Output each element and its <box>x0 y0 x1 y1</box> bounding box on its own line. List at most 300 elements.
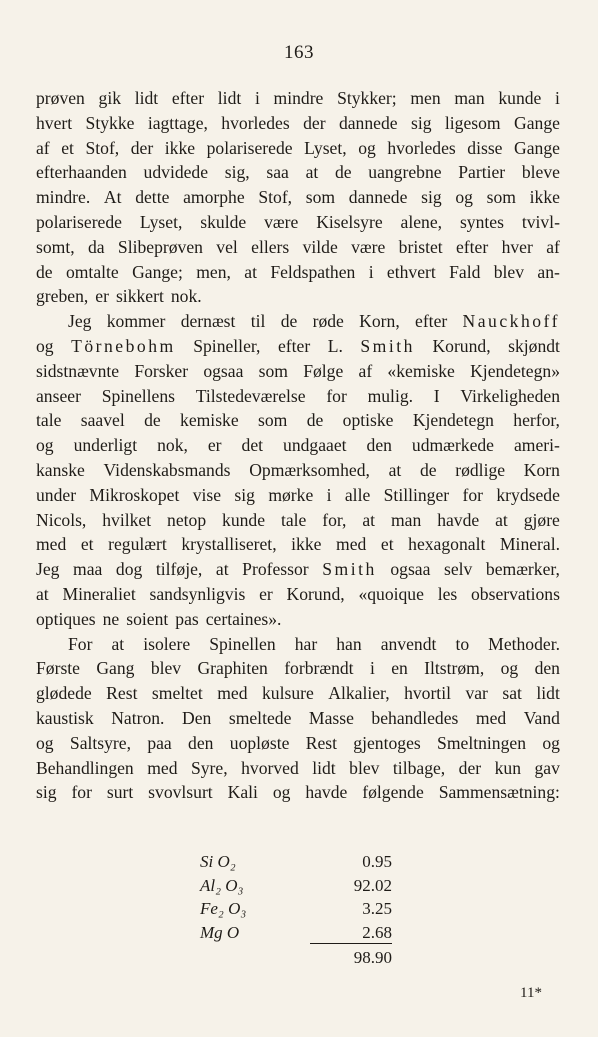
word: Opmærksomhed, <box>249 459 370 480</box>
word: disse <box>467 137 503 158</box>
word: tale <box>36 410 62 431</box>
word: Spinellens <box>101 385 175 406</box>
word: uopløste <box>229 732 290 753</box>
word: af <box>358 360 373 381</box>
word: Første <box>36 658 80 679</box>
word: Törnebohm <box>71 335 176 356</box>
word: Stykke <box>85 112 135 133</box>
word: vilde <box>302 236 338 257</box>
word: Rest <box>106 683 138 704</box>
composition-row <box>200 850 400 874</box>
word: Nicols, <box>36 509 87 530</box>
word: lidt <box>312 757 336 778</box>
word: ethvert <box>386 261 436 282</box>
word: og <box>358 137 376 158</box>
word: var <box>465 683 488 704</box>
word: i <box>555 88 560 108</box>
compound-formula: Al₂ O₃ <box>200 875 244 895</box>
word: selv <box>443 559 473 580</box>
text-line <box>36 458 560 483</box>
text-line <box>36 681 560 706</box>
word: efter <box>415 311 448 332</box>
word: bristet <box>398 236 443 257</box>
word: «quoique <box>358 583 424 604</box>
word: Mineral. <box>499 534 560 555</box>
word: mulig. <box>367 385 414 406</box>
word: to <box>455 633 470 654</box>
word: mørke <box>268 484 314 505</box>
compound-formula: Fe₂ O₃ <box>200 899 247 918</box>
word: lidt <box>536 683 560 704</box>
text-line <box>36 780 560 805</box>
word: at <box>305 162 319 183</box>
word: de <box>306 410 324 431</box>
word: uangrebne <box>368 162 442 183</box>
word: Korund, <box>286 583 345 604</box>
word: Tilstedeværelse <box>195 385 306 406</box>
word: iagttage, <box>147 112 208 133</box>
word: glødede <box>36 683 92 704</box>
word: kommer <box>106 311 166 332</box>
word: nok, <box>157 435 188 456</box>
word: Syre, <box>190 757 228 778</box>
word: de <box>144 410 161 431</box>
word: et <box>380 534 394 555</box>
word: bemærker, <box>485 559 560 580</box>
word: undgaaet <box>283 435 347 456</box>
word: Stillinger <box>383 484 450 505</box>
text-line <box>36 706 560 731</box>
text-line <box>36 408 560 433</box>
word: som <box>305 187 336 208</box>
word: amorphe <box>183 187 245 208</box>
word: Partier <box>458 162 506 183</box>
word: Smith <box>322 559 377 580</box>
word: alle <box>344 484 371 505</box>
word: tilføje, <box>155 559 203 580</box>
word: anseer <box>36 385 81 406</box>
word: ogsaa <box>390 559 431 580</box>
text-line <box>36 483 560 508</box>
word: vise <box>192 484 222 505</box>
word: ellers <box>251 236 290 257</box>
text-line <box>36 309 560 334</box>
word: sig <box>234 484 255 505</box>
word: Korund, <box>432 335 491 356</box>
word: kulsure <box>261 683 314 704</box>
word: kunde <box>498 88 542 108</box>
word: som <box>486 187 516 208</box>
composition-row <box>200 897 400 921</box>
word: gav <box>534 757 560 778</box>
word: at <box>215 559 229 580</box>
word: kaustisk <box>36 707 94 728</box>
word: Fald <box>449 261 481 282</box>
word: Sammensætning: <box>438 782 560 803</box>
word: men, <box>196 261 231 282</box>
text-line <box>36 260 560 285</box>
compound-formula: Mg O <box>200 922 240 942</box>
word: Stof, <box>258 187 293 208</box>
word: være <box>351 236 386 257</box>
word: ameri- <box>513 435 560 456</box>
word: kemiske <box>180 410 239 431</box>
word: et <box>61 137 74 158</box>
word: Virkeligheden <box>460 385 560 406</box>
word: Lyset, <box>139 211 183 232</box>
printer-signature: 11* <box>520 985 542 1001</box>
word: omtalte <box>65 261 119 282</box>
word: efter <box>456 236 489 257</box>
word: Jeg <box>68 311 92 332</box>
text-line <box>36 136 560 161</box>
text-line <box>36 557 560 582</box>
text-line <box>36 384 560 409</box>
word: sandsynligvis <box>149 583 246 604</box>
word: med <box>217 683 248 704</box>
word: tale <box>280 509 307 530</box>
word: i <box>254 88 260 108</box>
word: ikke <box>529 187 560 208</box>
text-line <box>36 284 560 309</box>
word: Videnskabsmands <box>103 459 231 480</box>
word: lidt <box>217 88 242 108</box>
word: Forsker <box>134 360 189 381</box>
word: regulært <box>108 534 167 555</box>
word: med <box>336 534 367 555</box>
text-line <box>36 508 560 533</box>
word: Gange <box>514 112 560 133</box>
word: certaines». <box>205 608 282 629</box>
word: følgende <box>362 782 424 803</box>
word: dannede <box>338 112 398 133</box>
word: de <box>36 261 53 282</box>
word: kun <box>494 757 521 778</box>
compound-value: 2.68 <box>310 921 392 945</box>
word: dannede <box>348 187 408 208</box>
word: rødlige <box>455 459 506 480</box>
word: er <box>95 286 109 307</box>
word: les <box>437 583 458 604</box>
word: Mikroskopet <box>89 484 180 505</box>
word: det <box>241 435 264 456</box>
word: at <box>388 459 402 480</box>
word: at <box>36 583 49 604</box>
word: vel <box>216 236 238 257</box>
word: der <box>458 757 482 778</box>
word: med <box>36 534 67 555</box>
word: med <box>147 757 178 778</box>
word: under <box>36 484 77 505</box>
composition-table <box>200 850 400 970</box>
word: havde <box>305 782 348 803</box>
text-line <box>36 532 560 557</box>
word: Følge <box>303 360 344 381</box>
word: alene, <box>400 211 443 232</box>
word: polariserede <box>36 211 122 232</box>
word: kanske <box>36 459 85 480</box>
word: Gange <box>514 137 560 158</box>
word: hvorledes <box>387 137 456 158</box>
body-text <box>36 86 560 805</box>
composition-row <box>200 921 400 945</box>
word: og <box>455 187 473 208</box>
word: At <box>103 187 122 208</box>
word: de <box>280 311 298 332</box>
word: isolere <box>143 633 191 654</box>
word: Feldspathen <box>270 261 356 282</box>
word: Mineraliet <box>62 583 136 604</box>
word: dette <box>135 187 170 208</box>
word: nok. <box>170 286 202 307</box>
word: Smeltningen <box>437 732 526 753</box>
word: gik <box>98 88 122 108</box>
word: saavel <box>80 410 125 431</box>
word: somt, <box>36 236 75 257</box>
word: og <box>36 435 54 456</box>
word: smeltede <box>228 707 292 728</box>
word: dernæst <box>180 311 236 332</box>
word: Professor <box>242 559 309 580</box>
word: skjøndt <box>508 335 560 356</box>
word: i <box>326 484 332 505</box>
word: han <box>336 633 362 654</box>
text-line <box>36 607 560 632</box>
word: saa <box>266 162 289 183</box>
word: Jeg <box>36 559 60 580</box>
word: udvidede <box>143 162 209 183</box>
word: mindre. <box>36 187 91 208</box>
text-line <box>36 111 560 136</box>
word: hvortil <box>404 683 451 704</box>
text-line <box>36 731 560 756</box>
word: Nauckhoff <box>462 311 560 332</box>
word: ligesom <box>444 112 501 133</box>
word: syntes <box>459 211 504 232</box>
word: efter <box>171 88 205 108</box>
word: et <box>80 534 94 555</box>
word: Kiselsyre <box>316 211 383 232</box>
word: som <box>258 360 288 381</box>
compound-value: 92.02 <box>353 875 392 895</box>
text-line <box>36 433 560 458</box>
word: den <box>534 658 560 679</box>
word: af <box>36 137 50 158</box>
word: den <box>366 435 392 456</box>
word: Behandlingen <box>36 757 134 778</box>
text-line <box>36 334 560 359</box>
word: «kemiske <box>387 360 455 381</box>
text-line <box>36 210 560 235</box>
word: Methoder. <box>488 633 560 654</box>
word: gjøre <box>523 509 560 530</box>
word: de <box>334 162 352 183</box>
text-line <box>36 359 560 384</box>
word: blev <box>493 261 525 282</box>
word: være <box>264 211 299 232</box>
word: da <box>87 236 105 257</box>
word: soient <box>126 608 169 629</box>
word: underligt <box>73 435 138 456</box>
word: Lyset, <box>304 137 347 158</box>
word: Masse <box>308 707 354 728</box>
word: optiske <box>342 410 394 431</box>
word: sig, <box>224 162 250 183</box>
word: hvert <box>36 112 73 133</box>
word: hvorved <box>241 757 299 778</box>
word: skulde <box>200 211 247 232</box>
word: og <box>36 335 54 356</box>
compound-value: 0.95 <box>362 852 392 871</box>
compound-formula: Si O₂ <box>200 852 236 871</box>
compound-value: 3.25 <box>362 899 392 918</box>
word: med <box>475 707 507 728</box>
word: og <box>542 732 560 753</box>
word: man <box>454 88 485 108</box>
page-number: 163 <box>284 42 314 63</box>
word: de <box>419 459 437 480</box>
word: udmærkede <box>411 435 494 456</box>
word: sikkert <box>115 286 164 307</box>
word: paa <box>147 732 172 753</box>
word: er <box>259 583 273 604</box>
word: at <box>495 509 508 530</box>
word: gjentoges <box>353 732 421 753</box>
word: hver <box>501 236 533 257</box>
word: og <box>36 732 54 753</box>
word: for, <box>322 509 347 530</box>
word: For <box>68 633 93 654</box>
word: pas <box>175 608 199 629</box>
text-line <box>36 656 560 681</box>
word: den <box>188 732 214 753</box>
word: der <box>303 112 326 133</box>
word: Kjendetegn» <box>470 360 560 381</box>
word: for <box>71 782 92 803</box>
word: for <box>462 484 484 505</box>
word: en <box>391 658 408 679</box>
word: krydsede <box>496 484 560 505</box>
word: behandledes <box>371 707 459 728</box>
word: og <box>500 658 519 679</box>
word: havde <box>437 509 480 530</box>
word: hvilket <box>102 509 152 530</box>
word: har <box>294 633 318 654</box>
word: mindre <box>273 88 324 108</box>
word: sig <box>410 112 432 133</box>
word: sat <box>502 683 522 704</box>
word: herfor, <box>513 410 560 431</box>
word: der <box>130 137 154 158</box>
word: Kjendetegn <box>412 410 494 431</box>
word: for <box>326 385 347 406</box>
word: røde <box>312 311 344 332</box>
word: Kali <box>227 782 258 803</box>
word: tvivl- <box>521 211 560 232</box>
word: Korn, <box>359 311 400 332</box>
word: til <box>250 311 266 332</box>
word: Gang <box>96 658 135 679</box>
word: at <box>362 509 376 530</box>
word: og <box>272 782 291 803</box>
word: men <box>410 88 441 108</box>
word: Gange; <box>132 261 183 282</box>
word: Iltstrøm, <box>424 658 485 679</box>
word: dog <box>115 559 143 580</box>
word: Stof, <box>85 137 120 158</box>
word: man <box>390 509 422 530</box>
word: svovlsurt <box>148 782 213 803</box>
word: blev <box>150 658 182 679</box>
word: efterhaanden <box>36 162 127 183</box>
text-line <box>36 86 560 111</box>
word: som <box>258 410 288 431</box>
text-line <box>36 632 560 657</box>
word: Smith <box>360 335 415 356</box>
word: ne <box>102 608 120 629</box>
word: ikke <box>291 534 322 555</box>
word: Spinellen <box>209 633 276 654</box>
word: Alkalier, <box>328 683 390 704</box>
word: Saltsyre, <box>69 732 131 753</box>
word: af <box>546 236 560 257</box>
word: at <box>111 633 125 654</box>
text-line <box>36 235 560 260</box>
text-line <box>36 160 560 185</box>
word: Graphiten <box>197 658 268 679</box>
word: Slibeprøven <box>117 236 203 257</box>
word: Vand <box>523 707 560 728</box>
word: bleve <box>521 162 560 183</box>
word: hexagonalt <box>408 534 486 555</box>
word: efter <box>277 335 311 356</box>
word: Korn <box>523 459 560 480</box>
word: surt <box>106 782 134 803</box>
word: L. <box>327 335 343 356</box>
word: i <box>368 261 374 282</box>
word: lidt <box>134 88 159 108</box>
word: krystalliseret, <box>181 534 277 555</box>
word: Rest <box>305 732 337 753</box>
composition-total-row <box>200 946 400 970</box>
text-line <box>36 582 560 607</box>
total-spacer <box>200 946 310 970</box>
word: er <box>207 435 222 456</box>
word: blev <box>349 757 380 778</box>
text-line <box>36 756 560 781</box>
word: Spineller, <box>193 335 261 356</box>
word: Natron. <box>111 707 165 728</box>
word: ogsaa <box>203 360 244 381</box>
composition-total: 98.90 <box>353 948 392 967</box>
word: Den <box>182 707 212 728</box>
word: sig <box>36 782 57 803</box>
word: netop <box>167 509 207 530</box>
word: sig <box>421 187 442 208</box>
word: sidstnævnte <box>36 360 120 381</box>
word: forbrændt <box>284 658 354 679</box>
word: Stykker; <box>337 88 397 108</box>
word: an- <box>537 261 560 282</box>
word: hvorledes <box>221 112 290 133</box>
text-line <box>36 185 560 210</box>
word: maa <box>73 559 103 580</box>
word: ikke <box>164 137 196 158</box>
word: I <box>433 385 440 406</box>
word: smeltet <box>151 683 203 704</box>
word: at <box>244 261 257 282</box>
word: prøven <box>36 88 85 108</box>
